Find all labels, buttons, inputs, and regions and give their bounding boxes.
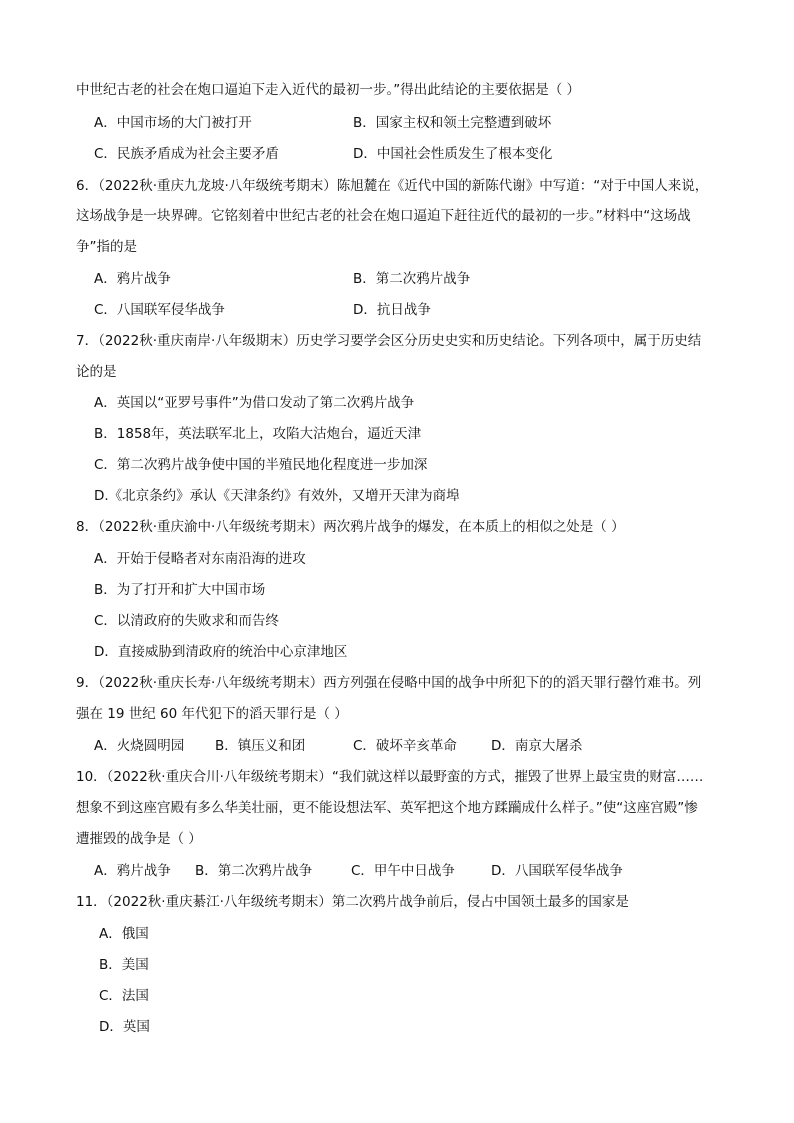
- q10-line-3: 遭摧毁的战争是（ ）: [76, 831, 202, 847]
- q8-line-1: 8．（2022秋·重庆渝中·八年级统考期末）两次鸦片战争的爆发，在本质上的相似之处是（ ）: [76, 519, 625, 535]
- q9-line-2: 强在 19 世纪 60 年代犯下的滔天罪行是（ ）: [76, 706, 348, 722]
- q6-option-c: C．八国联军侵华战争: [94, 302, 225, 318]
- q10-line-2: 想象不到这座宫殿有多么华美壮丽，更不能设想法军、英军把这个地方蹂躏成什么样子。”使“这座宫殿”惨: [76, 800, 698, 816]
- q8-option-d: D．直接威胁到清政府的统治中心京津地区: [94, 644, 348, 660]
- q11-option-b: B．美国: [99, 957, 149, 973]
- intro-option-d: D．中国社会性质发生了根本变化: [353, 146, 553, 162]
- q10-option-d: D．八国联军侵华战争: [491, 863, 623, 879]
- q9-option-d: D．南京大屠杀: [491, 738, 583, 754]
- q7-line-2: 论的是: [76, 364, 117, 380]
- q11-option-c: C．法国: [99, 988, 149, 1004]
- q9-option-c: C．破坏辛亥革命: [353, 738, 457, 754]
- q10-line-1: 10．（2022秋·重庆合川·八年级统考期末）“我们就这样以最野蛮的方式，摧毁了世界上最宝贵的财富……: [76, 769, 704, 785]
- q8-option-b: B．为了打开和扩大中国市场: [94, 582, 266, 598]
- q6-line-2: 这场战争是一块界碑。它铭刻着中世纪古老的社会在炮口逼迫下赶往近代的最初的一步。”材料中“这场战: [76, 208, 691, 224]
- q6-option-d: D．抗日战争: [353, 302, 431, 318]
- q9-option-b: B．镇压义和团: [215, 738, 306, 754]
- q6-line-1: 6．（2022秋·重庆九龙坡·八年级统考期末）陈旭麓在《近代中国的新陈代谢》中写道：“对于中国人来说，: [76, 178, 709, 194]
- q6-option-a: A．鸦片战争: [94, 271, 171, 287]
- q9-option-a: A．火烧圆明园: [94, 738, 185, 754]
- q8-option-a: A．开始于侵略者对东南沿海的进攻: [94, 551, 306, 567]
- q7-line-1: 7．（2022秋·重庆南岸·八年级期末）历史学习要学会区分历史史实和历史结论。下列各项中，属于历史结: [76, 333, 702, 349]
- q7-option-d: D.《北京条约》承认《天津条约》有效外，又增开天津为商埠: [94, 488, 460, 504]
- q7-option-a: A．英国以“亚罗号事件”为借口发动了第二次鸦片战争: [94, 395, 415, 411]
- q7-option-b: B．1858年，英法联军北上，攻陷大沽炮台，逼近天津: [94, 426, 422, 442]
- q11-option-a: A．俄国: [99, 926, 149, 942]
- intro-line-1: 中世纪古老的社会在炮口逼迫下走入近代的最初一步。”得出此结论的主要依据是（ ）: [76, 82, 581, 98]
- q10-option-b: B．第二次鸦片战争: [195, 863, 313, 879]
- intro-option-c: C．民族矛盾成为社会主要矛盾: [94, 146, 279, 162]
- intro-option-b: B．国家主权和领土完整遭到破坏: [353, 115, 552, 131]
- q8-option-c: C．以清政府的失败求和而告终: [94, 613, 279, 629]
- q6-line-3: 争”指的是: [76, 239, 137, 255]
- q10-option-a: A．鸦片战争: [94, 863, 171, 879]
- q11-line-1: 11．（2022秋·重庆綦江·八年级统考期末）第二次鸦片战争前后，侵占中国领土最多的国家是: [76, 894, 629, 910]
- q7-option-c: C．第二次鸦片战争使中国的半殖民地化程度进一步加深: [94, 457, 428, 473]
- q6-option-b: B．第二次鸦片战争: [353, 271, 471, 287]
- q9-line-1: 9．（2022秋·重庆长寿·八年级统考期末）西方列强在侵略中国的战争中所犯下的的滔天罪行罄竹难书。列: [76, 675, 702, 691]
- intro-option-a: A．中国市场的大门被打开: [94, 115, 252, 131]
- q11-option-d: D．英国: [99, 1019, 150, 1035]
- q10-option-c: C．甲午中日战争: [351, 863, 455, 879]
